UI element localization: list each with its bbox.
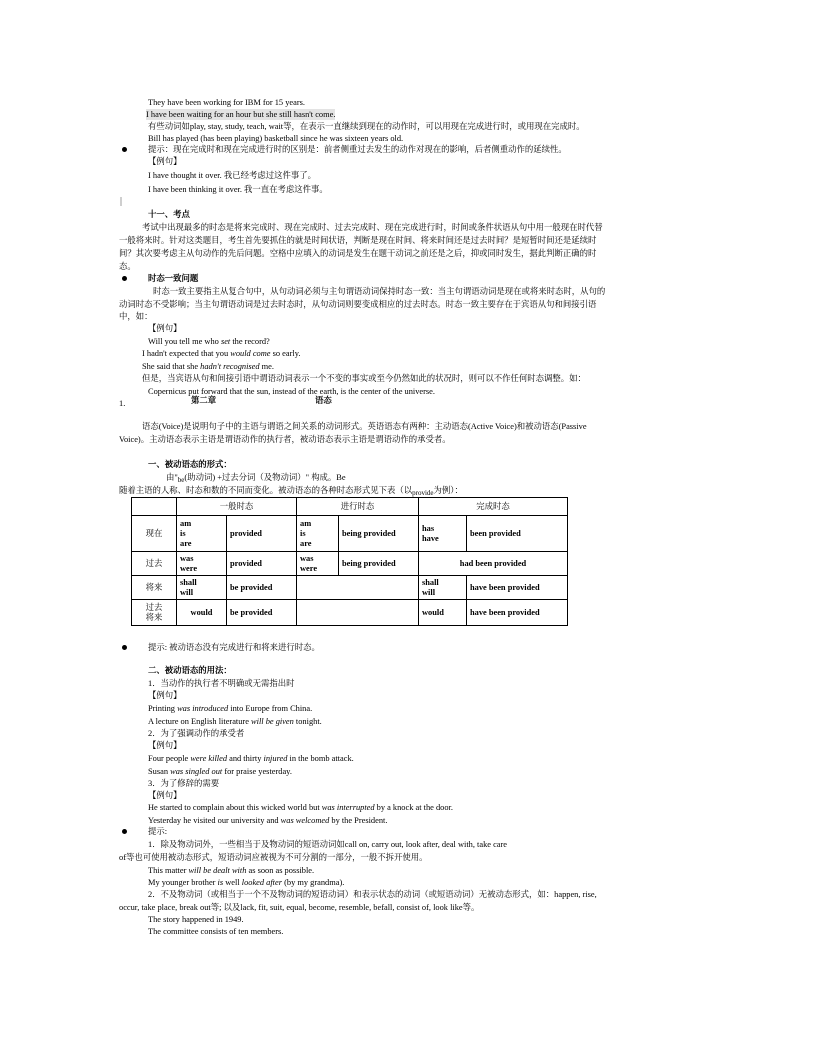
- paragraph-line: 中，如：: [119, 312, 153, 321]
- example-sentence: I have been thinking it over. 我一直在考虑这件事。: [148, 185, 328, 194]
- row-label: 过去: [132, 552, 177, 576]
- table-cell: be provided: [227, 600, 297, 626]
- example-sentence: He started to complain about this wicked world but was interrupted by a knock at the door.: [148, 803, 453, 812]
- example-sentence: This matter will be dealt with as soon as possible.: [148, 866, 315, 875]
- section-heading: 十一、考点: [148, 210, 190, 219]
- table-cell: provided: [227, 516, 297, 552]
- table-header-empty: [132, 498, 177, 516]
- table-cell: been provided: [467, 516, 568, 552]
- usage-item: 2．为了强调动作的承受者: [148, 729, 245, 738]
- table-cell: being provided: [339, 552, 419, 576]
- table-cell: provided: [227, 552, 297, 576]
- table-cell: shall will: [177, 576, 227, 600]
- list-number: 1.: [119, 399, 126, 408]
- table-cell: am is are: [297, 516, 339, 552]
- paragraph-line: 态。: [119, 262, 136, 271]
- paragraph-line: 动词时态不受影响；当主句谓语动词是过去时态时，从句动词则要变成相应的过去时态。时态一致主要存在于宾语从句和间接引语: [119, 300, 597, 309]
- table-cell: would: [177, 600, 227, 626]
- paragraph-line: 语态(Voice)是说明句子中的主语与谓语之间关系的动词形式。英语语态有两种：主动语态(Active Voice)和被动语态(Passive: [142, 422, 587, 431]
- row-label: 过去 将来: [132, 600, 177, 626]
- paragraph-line: Voice)。主动语态表示主语是谓语动作的执行者，被动语态表示主语是谓语动作的承受者。: [119, 435, 451, 444]
- bullet-icon: [122, 147, 127, 152]
- highlighted-line: I have been waiting for an hour but she still hasn't come.: [146, 110, 336, 119]
- paragraph-line: 随着主语的人称、时态和数的不同而变化。被动语态的各种时态形式见下表（以$_{provide}$为例）：: [119, 486, 463, 497]
- text-line: Bill has played (has been playing) basketball since he was sixteen years old.: [148, 134, 404, 143]
- usage-item: 3．为了修辞的需要: [148, 779, 220, 788]
- section-heading: 二、被动语态的用法：: [148, 666, 232, 675]
- tip-text: 提示：现在完成时和现在完成进行时的区别是：前者侧重过去发生的动作对现在的影响，后者侧重动作的延续性。: [148, 145, 567, 154]
- tip-text: 1．除及物动词外，一些相当于及物动词的短语动词如call on, carry out, look after, deal with, take care: [148, 840, 508, 849]
- example-sentence: Yesterday he visited our university and was welcomed by the President.: [148, 816, 388, 825]
- chapter-title: 第二章: [191, 396, 217, 405]
- example-label: 【例句】: [148, 691, 182, 700]
- paragraph-line: 一般将来时。针对这类题目，考生首先要抓住的就是时间状语，判断是现在时间、将来时间还是过去时间？是短暂时间还是延续时: [119, 236, 597, 245]
- example-sentence: I hadn't expected that you would come so early.: [142, 349, 301, 358]
- example-label: 【例句】: [148, 157, 182, 166]
- usage-item: 1．当动作的执行者不明确或无需指出时: [148, 679, 295, 688]
- paragraph-line: 由"$_{be}$(助动词) +过去分词（及物动词）" 构成。Be: [166, 473, 346, 484]
- example-sentence: The committee consists of ten members.: [148, 927, 284, 936]
- example-sentence: A lecture on English literature will be given tonight.: [148, 717, 322, 726]
- table-cell: have been provided: [467, 576, 568, 600]
- example-sentence: Copernicus put forward that the sun, instead of the earth, is the center of the universe.: [148, 387, 435, 396]
- example-sentence: I have thought it over. 我已经考虑过这件事了。: [148, 171, 316, 180]
- table-cell: have been provided: [467, 600, 568, 626]
- example-label: 【例句】: [148, 741, 182, 750]
- example-label: 【例句】: [148, 324, 182, 333]
- note-text: 但是，当宾语从句和间接引语中谓语动词表示一个不变的事实或至今仍然如此的状况时，则可以不作任何时态调整。如：: [142, 374, 586, 383]
- text-line: They have been working for IBM for 15 years.: [148, 98, 305, 107]
- table-header: 完成时态: [419, 498, 568, 516]
- table-cell-empty: [297, 576, 419, 600]
- text-line: 有些动词如play, stay, study, teach, wait等，在表示一直继续到现在的动作时，可以用现在完成进行时，或用现在完成时。: [148, 122, 585, 131]
- paragraph-line: 间？其次要考虑主从句动作的先后问题。空格中应填入的动词是发生在题干动词之前还是之后，抑或同时发生，据此判断正确的时: [119, 249, 597, 258]
- table-cell: shall will: [419, 576, 467, 600]
- example-sentence: Four people were killed and thirty injured in the bomb attack.: [148, 754, 354, 763]
- example-label: 【例句】: [148, 791, 182, 800]
- table-cell: was were: [297, 552, 339, 576]
- example-sentence: My younger brother is well looked after (by my grandma).: [148, 878, 345, 887]
- bullet-icon: [122, 645, 127, 650]
- table-header: 一般时态: [177, 498, 297, 516]
- row-label: 将来: [132, 576, 177, 600]
- bullet-icon: [122, 829, 127, 834]
- tip-text: occur, take place, break out等; 以及lack, fit, suit, equal, become, resemble, befall, consist of, look like等。: [119, 903, 480, 912]
- section-heading: 一、被动语态的形式：: [148, 460, 232, 469]
- table-cell: being provided: [339, 516, 419, 552]
- bullet-icon: [122, 276, 127, 281]
- example-sentence: The story happened in 1949.: [148, 915, 244, 924]
- table-cell-empty: [297, 600, 419, 626]
- paragraph-line: 考试中出现最多的时态是将来完成时、现在完成时、过去完成时、现在完成进行时，时间或条件状语从句中用一般现在时代替: [142, 223, 603, 232]
- example-sentence: She said that she hadn't recognised me.: [142, 362, 274, 371]
- passive-voice-table: [131, 497, 568, 626]
- row-label: 现在: [132, 516, 177, 552]
- paragraph-line: 时态一致主要指主从复合句中，从句动词必须与主句谓语动词保持时态一致：当主句谓语动词是现在或将来时态时，从句的: [153, 287, 606, 296]
- tip-heading: 提示:: [148, 827, 168, 836]
- table-cell: am is are: [177, 516, 227, 552]
- table-cell: had been provided: [419, 552, 568, 576]
- tip-text: of等也可使用被动态形式，短语动词应被视为不可分割的一部分，一般不拆开使用。: [119, 853, 428, 862]
- table-cell: be provided: [227, 576, 297, 600]
- table-cell: was were: [177, 552, 227, 576]
- section-heading: 时态一致问题: [148, 274, 199, 283]
- table-cell: has have: [419, 516, 467, 552]
- chapter-subtitle: 语态: [315, 396, 332, 405]
- example-sentence: Will you tell me who set the record?: [148, 337, 270, 346]
- example-sentence: Susan was singled out for praise yesterday.: [148, 767, 292, 776]
- tip-text: 2．不及物动词（或相当于一个不及物动词的短语动词）和表示状态的动词（或短语动词）无被动态形式，如：happen, rise,: [148, 890, 597, 899]
- table-header: 进行时态: [297, 498, 419, 516]
- table-cell: would: [419, 600, 467, 626]
- margin-marker: [120, 197, 122, 206]
- example-sentence: Printing was introduced into Europe from China.: [148, 704, 313, 713]
- tip-text: 提示: 被动语态没有完成进行和将来进行时态。: [148, 643, 320, 652]
